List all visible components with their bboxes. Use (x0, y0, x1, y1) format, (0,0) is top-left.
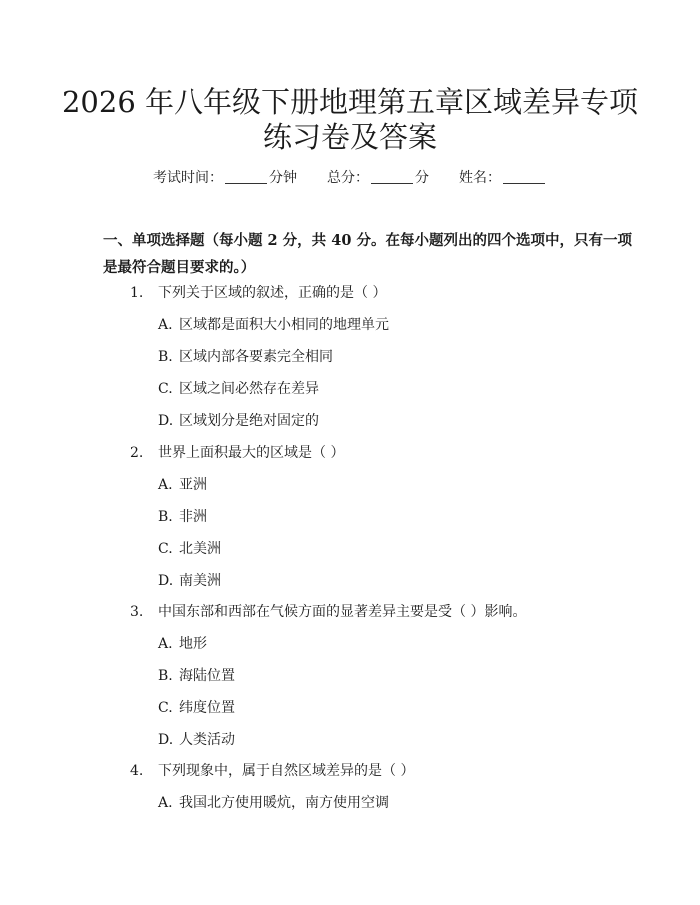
total-score-unit: 分 (415, 170, 429, 186)
option-text: 我国北方使用暖炕，南方使用空调 (179, 795, 389, 811)
question-1-option-c (158, 378, 598, 400)
question-3-option-a (158, 633, 598, 655)
question-text: 下列关于区域的叙述，正确的是（ ） (158, 285, 387, 301)
option-letter: D. (158, 732, 174, 748)
option-text: 北美洲 (179, 541, 221, 557)
exam-time-label: 考试时间： (153, 170, 223, 186)
question-number: 3. (130, 604, 144, 620)
option-letter: B. (158, 509, 173, 525)
option-text: 人类活动 (179, 732, 235, 748)
option-text: 纬度位置 (179, 700, 235, 716)
question-number: 2. (130, 445, 144, 461)
option-text: 海陆位置 (179, 668, 235, 684)
option-text: 区域内部各要素完全相同 (179, 349, 333, 365)
question-number: 1. (130, 285, 144, 301)
exam-info-row (0, 167, 700, 189)
student-name-label: 姓名： (459, 170, 501, 186)
question-text: 世界上面积最大的区域是（ ） (158, 445, 345, 461)
option-text: 地形 (179, 636, 207, 652)
student-name-blank (503, 169, 545, 184)
option-text: 区域都是面积大小相同的地理单元 (179, 317, 389, 333)
question-text: 中国东部和西部在气候方面的显著差异主要是受（ ）影响。 (158, 604, 527, 620)
page-title-line-2: 练习卷及答案 (262, 120, 437, 154)
option-text: 非洲 (179, 509, 207, 525)
option-text: 南美洲 (179, 573, 221, 589)
question-1 (130, 282, 600, 304)
question-2-option-b (158, 506, 598, 528)
exam-time-blank (225, 169, 267, 184)
option-text: 区域划分是绝对固定的 (179, 413, 319, 429)
question-3 (130, 601, 600, 623)
exam-time-unit: 分钟 (269, 170, 297, 186)
section-heading-line-1: 一、单项选择题（每小题 2 分，共 40 分。在每小题列出的四个选项中，只有一项 (103, 232, 632, 249)
page-title-line-1: 2026 年八年级下册地理第五章区域差异专项 (61, 85, 639, 119)
question-3-option-c (158, 697, 598, 719)
question-3-option-b (158, 665, 598, 687)
option-text: 亚洲 (179, 477, 207, 493)
option-letter: A. (158, 477, 173, 493)
option-letter: D. (158, 573, 174, 589)
option-letter: B. (158, 349, 173, 365)
total-score-blank (371, 169, 413, 184)
question-1-option-d (158, 410, 598, 432)
total-score-label: 总分： (327, 170, 369, 186)
question-number: 4. (130, 763, 144, 779)
option-letter: A. (158, 795, 173, 811)
question-text: 下列现象中，属于自然区域差异的是（ ） (158, 763, 415, 779)
question-2-option-d (158, 570, 598, 592)
question-4-option-a (158, 792, 598, 814)
question-1-option-b (158, 346, 598, 368)
option-letter: A. (158, 636, 173, 652)
question-2-option-c (158, 538, 598, 560)
question-1-option-a (158, 314, 598, 336)
question-2-option-a (158, 474, 598, 496)
option-letter: A. (158, 317, 173, 333)
option-letter: B. (158, 668, 173, 684)
question-3-option-d (158, 729, 598, 751)
option-letter: D. (158, 413, 174, 429)
option-letter: C. (158, 541, 173, 557)
question-2 (130, 442, 600, 464)
section-heading-line-2: 是最符合题目要求的。） (103, 259, 256, 276)
option-letter: C. (158, 700, 173, 716)
option-letter: C. (158, 381, 173, 397)
option-text: 区域之间必然存在差异 (179, 381, 319, 397)
question-4 (130, 760, 600, 782)
